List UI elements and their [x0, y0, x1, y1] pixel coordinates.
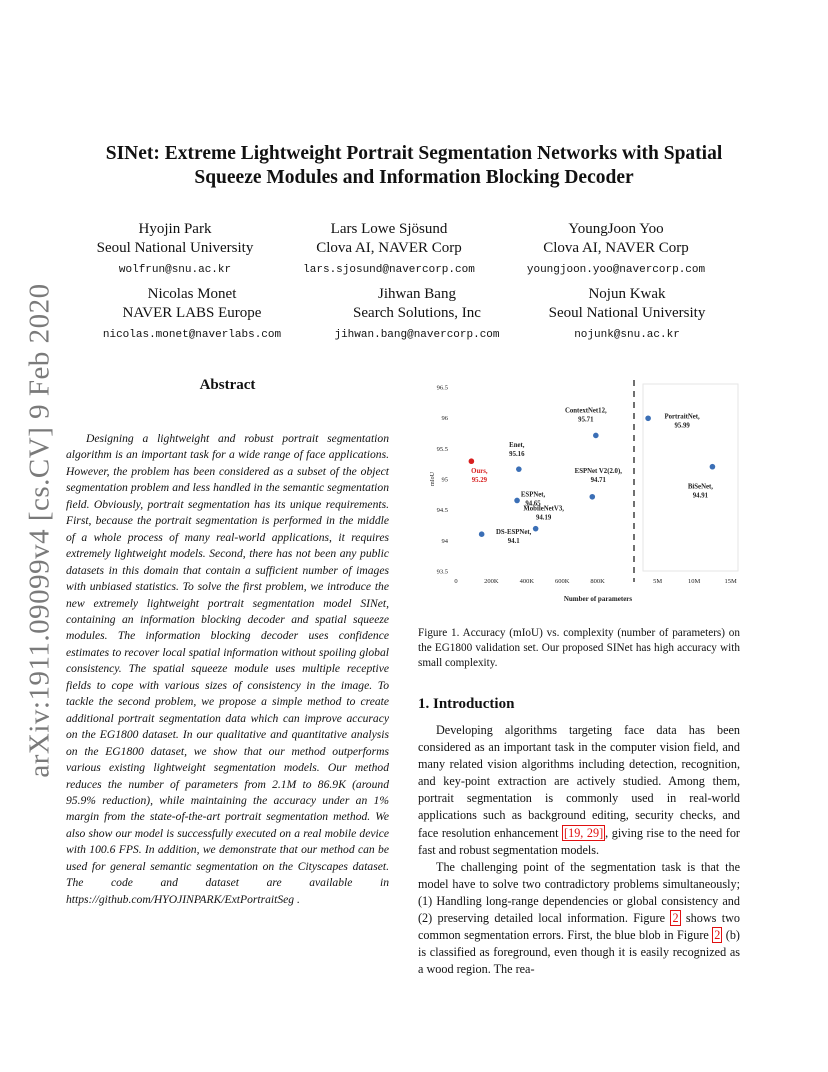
point-value-label: 95.16: [509, 451, 525, 459]
data-point: [589, 494, 595, 500]
author-affiliation: Search Solutions, Inc: [353, 305, 481, 321]
point-value-label: 95.71: [578, 416, 594, 424]
data-point: [514, 498, 520, 504]
y-tick-label: 94.5: [436, 507, 448, 515]
author-email: lars.sjosund@navercorp.com: [303, 264, 475, 276]
x-tick-label: 10M: [688, 578, 701, 585]
title-line-1: SINet: Extreme Lightweight Portrait Segmentation Networks with Spatial: [105, 143, 723, 164]
author-name: Hyojin Park: [138, 221, 212, 237]
abstract-heading: Abstract: [199, 377, 256, 393]
y-tick-label: 95.5: [436, 445, 448, 453]
x-tick-label: 5M: [653, 578, 663, 585]
abstract-text: Designing a lightweight and robust portrait segmentation algorithm is an important task for a wide range of face applications. However, the problem has been considered as a subset of the object segmentation problem and less handled in the semantic segmentation field. Obviously, portrait segmentation has its unique requirements. First, because the portrait segmentation is performed in the middle of a whole process of many real-world applications, it requires extremely lightweight models. Second, there has not been any public datasets in this domain that contain a sufficient number of images with unbiased statistics. To solve the first problem, we introduce the new extremely lightweight portrait segmentation model SINet, containing an information blocking decoder and spatial squeeze modules. The information blocking decoder uses confidence estimates to recover local spatial information without spoiling global consistency. The spatial squeeze module uses multiple receptive fields to cope with various sizes of consistency in the image. To tackle the second problem, we propose a simple method to create additional portrait segmentation data which can improve accuracy on the EG1800 dataset. In our qualitative and quantitative analysis on the EG1800 dataset, we show that our method outperforms various existing lightweight segmentation models. Our method reduces the number of parameters from 2.1M to 86.9K (around 95.9% reduction), while maintaining the accuracy under an 1% margin from the state-of-the-art portrait segmentation method. We also show our model is successfully executed on a real mobile device with 100.6 FPS. In addition, we demonstrate that our method can be used for general semantic segmentation on the Cityscapes dataset. The code and dataset are available in https://github.com/HYOJINPARK/ExtPortraitSeg .: [66, 432, 389, 906]
text-run: shows two common segmentation errors. First, the blue blob in Figure: [418, 911, 740, 943]
y-tick-label: 95: [441, 476, 448, 484]
author-block: [297, 285, 537, 343]
author-block: [496, 220, 736, 278]
x-axis-label: Number of parameters: [563, 595, 633, 603]
author-block: [507, 285, 747, 343]
point-name-label: PortraitNet,: [664, 413, 700, 421]
data-point: [710, 464, 716, 470]
author-block: [55, 220, 295, 278]
author-email: youngjoon.yoo@navercorp.com: [526, 264, 706, 276]
y-tick-label: 96.5: [436, 384, 448, 392]
x-tick-label: 200K: [484, 578, 499, 585]
paper-title: [60, 142, 768, 190]
x-tick-label: 800K: [590, 578, 605, 585]
author-affiliation: NAVER LABS Europe: [122, 305, 262, 321]
text-run: The challenging point of the segmentation task is that the model have to solve two contradictory problems simultaneously; (1) Handling long-range dependencies or global consistency and (2) preserving detailed local information. Figure: [418, 859, 740, 926]
point-name-label: ESPNet V2(2.0),: [574, 467, 622, 475]
y-tick-label: 96: [441, 415, 448, 423]
x-tick-label: 400K: [519, 578, 535, 585]
x-tick-label: 0: [454, 578, 458, 585]
point-name-label: Ours,: [471, 468, 488, 476]
y-tick-label: 93.5: [436, 568, 448, 576]
author-affiliation: Seoul National University: [548, 305, 706, 321]
y-axis-label: mIoU: [430, 472, 436, 486]
citation-text: [19,: [564, 825, 584, 840]
data-point: [645, 415, 651, 421]
point-name-label: ESPNet,: [520, 491, 546, 499]
data-point: [469, 458, 475, 464]
data-point: [593, 433, 599, 439]
right-panel-frame: [643, 384, 738, 571]
point-value-label: 94.1: [507, 538, 520, 546]
data-point: [479, 531, 485, 537]
x-tick-label: 600K: [554, 578, 570, 585]
data-point: [516, 466, 522, 472]
introduction-body: [418, 722, 740, 978]
author-name: Nicolas Monet: [147, 286, 237, 302]
paragraph: [418, 859, 740, 979]
y-tick-label: 94: [441, 537, 448, 545]
point-name-label: BiSeNet,: [687, 483, 713, 491]
point-value-label: 94.65: [525, 500, 541, 508]
author-affiliation: Seoul National University: [96, 240, 254, 256]
author-name: Jihwan Bang: [378, 286, 456, 302]
paragraph: [418, 722, 740, 859]
section-heading: 1. Introduction: [418, 696, 515, 712]
text-run: Developing algorithms targeting face data has been considered as an important task in the computer vision field, and many related vision algorithms including detection, recognition, and key-point extraction are actively studied. Among them, portrait segmentation is commonly used in real-world applications such as background editing, security checks, and face resolution enhancement: [418, 723, 740, 840]
author-email: wolfrun@snu.ac.kr: [118, 264, 232, 276]
title-line-2: Squeeze Modules and Information Blocking Decoder: [194, 167, 634, 188]
point-value-label: 95.99: [674, 422, 690, 430]
data-point: [533, 526, 539, 532]
point-value-label: 94.71: [590, 476, 606, 484]
point-value-label: 95.29: [471, 477, 488, 485]
arxiv-sidebar: [10, 282, 70, 778]
point-value-label: 94.91: [692, 492, 709, 500]
citation-link[interactable]: [562, 825, 605, 841]
author-name: YoungJoon Yoo: [568, 221, 664, 237]
figure-link[interactable]: 2: [672, 911, 679, 926]
author-email: nicolas.monet@naverlabs.com: [102, 329, 282, 341]
author-name: Lars Lowe Sjösund: [330, 221, 448, 237]
point-name-label: ContextNet12,: [564, 407, 607, 415]
author-affiliation: Clova AI, NAVER Corp: [316, 240, 462, 256]
point-value-label: 94.19: [536, 514, 552, 522]
scatter-plot: [418, 372, 740, 610]
author-block: [72, 285, 312, 343]
figure-caption: Figure 1. Accuracy (mIoU) vs. complexity (number of parameters) on the EG1800 validation set. Our proposed SINet has high accuracy with small complexity.: [418, 627, 740, 669]
author-affiliation: Clova AI, NAVER Corp: [543, 240, 689, 256]
point-name-label: DS-ESPNet,: [496, 529, 532, 537]
text-run: , giving rise to the need for fast and robust segmentation models.: [418, 825, 740, 857]
point-name-label: Enet,: [509, 442, 525, 450]
author-name: Nojun Kwak: [588, 286, 666, 302]
point-name-label: MobileNetV3,: [523, 505, 564, 513]
arxiv-identifier: arXiv:1911.09099v4 [cs.CV] 9 Feb 2020: [23, 282, 56, 778]
figure-link[interactable]: 2: [714, 928, 721, 943]
author-block: [269, 220, 509, 278]
author-email: nojunk@snu.ac.kr: [574, 329, 680, 341]
author-email: jihwan.bang@navercorp.com: [334, 329, 500, 341]
text-run: (b) is classified as foreground, even though it is easily recognized as a wood region. The rea-: [418, 928, 740, 977]
figure-1-chart: [418, 372, 740, 610]
citation-text: 29]: [586, 825, 604, 840]
x-tick-label: 15M: [724, 578, 737, 585]
